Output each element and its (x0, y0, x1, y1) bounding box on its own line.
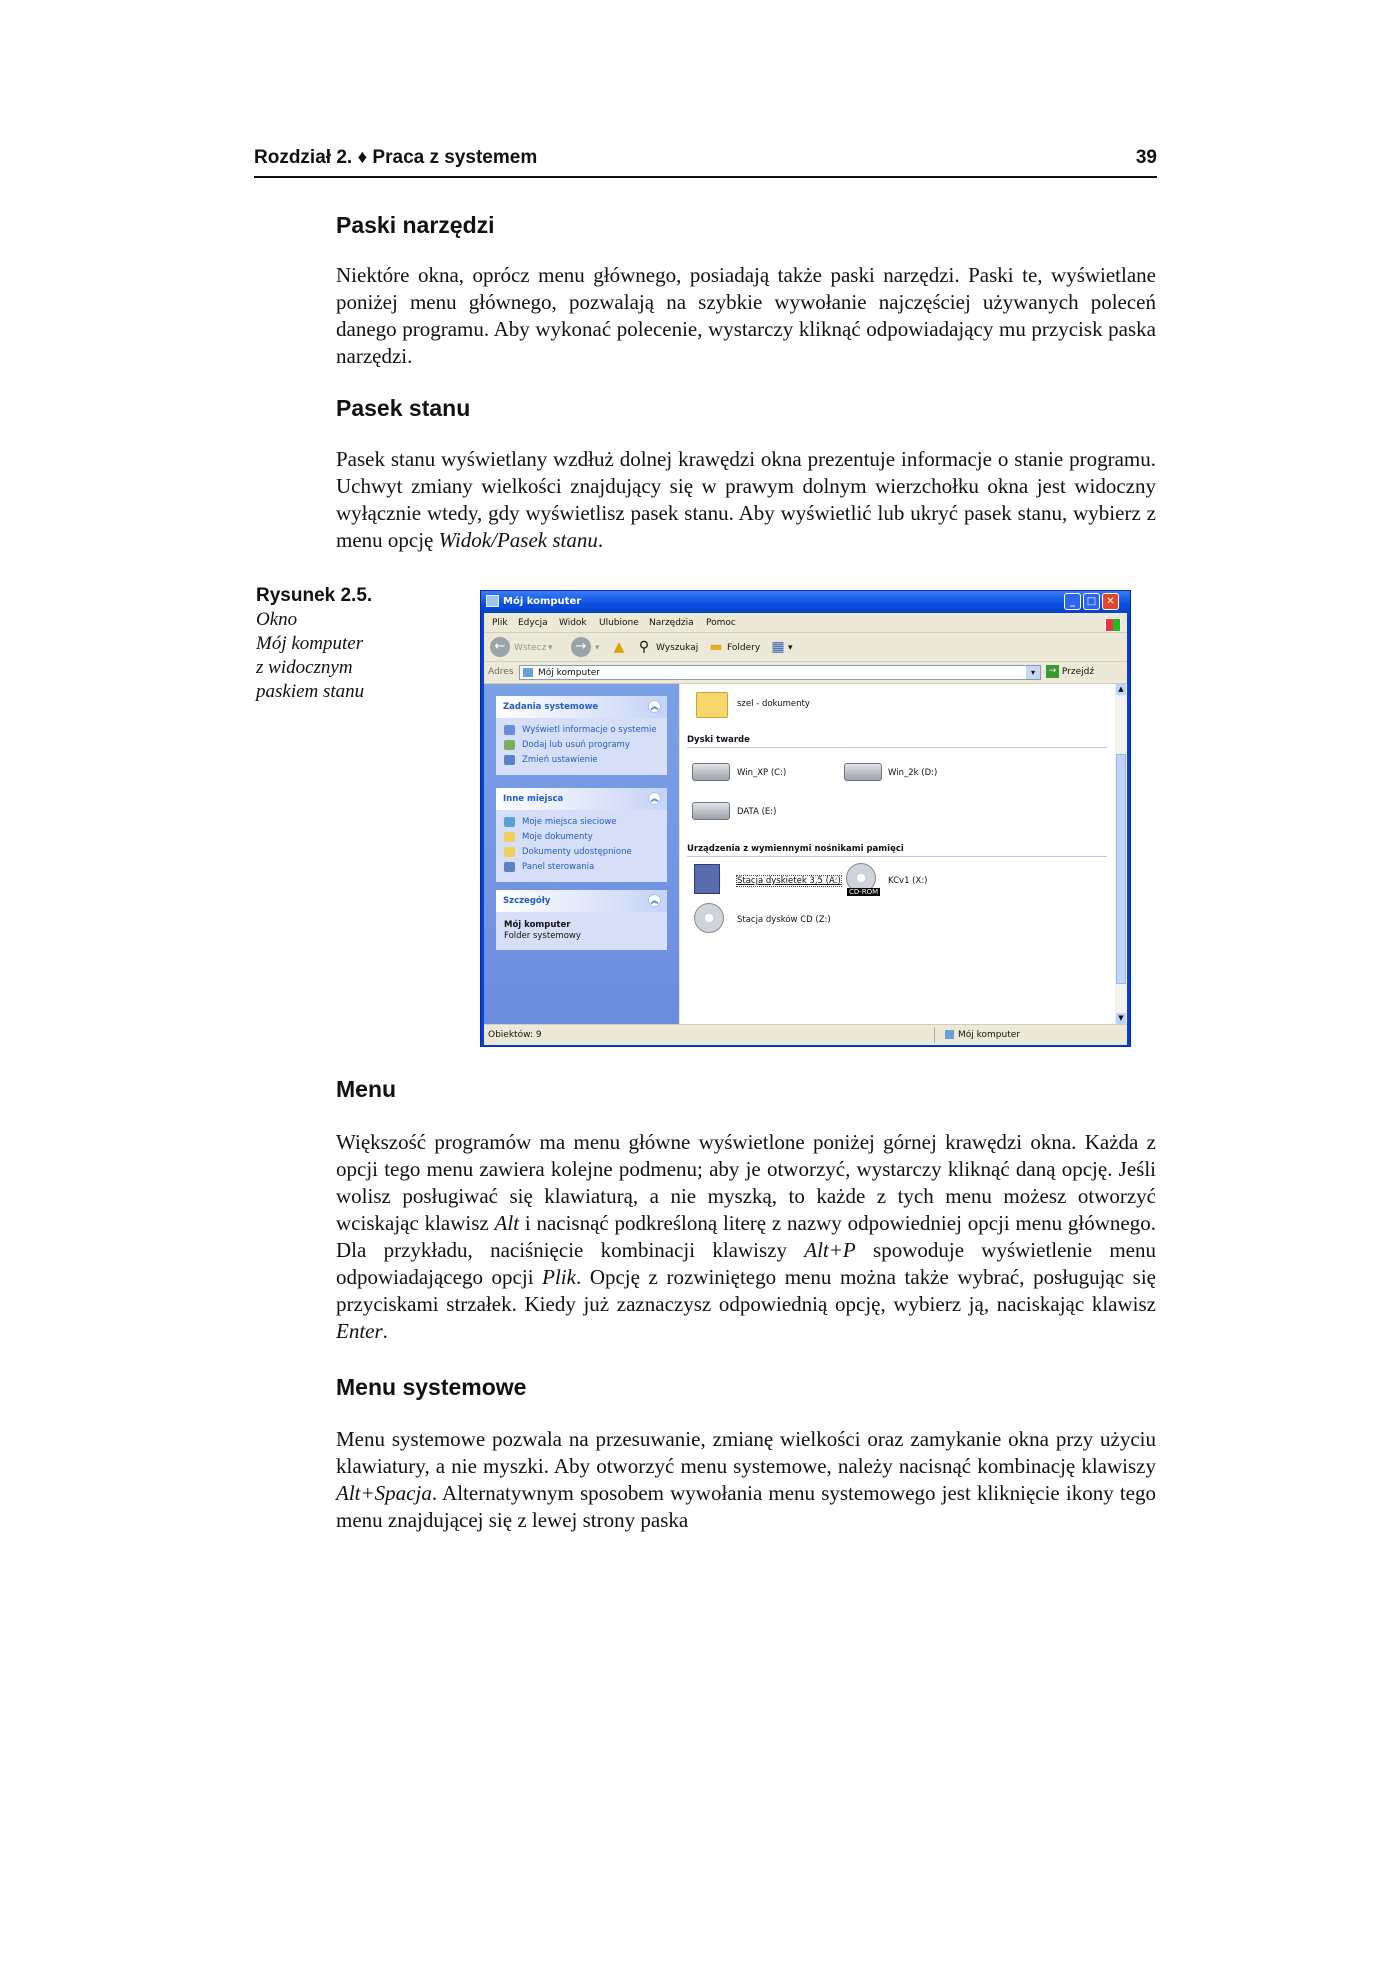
panel-header[interactable] (496, 890, 667, 912)
details-type: Folder systemowy (504, 931, 581, 941)
back-dropdown-icon[interactable]: ▾ (548, 643, 553, 653)
status-location: Mój komputer (958, 1030, 1020, 1040)
menu-item-plik[interactable]: Plik (492, 618, 508, 628)
place-my-documents[interactable]: Moje dokumenty (496, 830, 667, 845)
details-name: Mój komputer (504, 920, 571, 930)
drive-e-label[interactable]: DATA (E:) (737, 807, 777, 817)
panel-title: Szczegóły (503, 896, 551, 906)
toolbar (484, 633, 1127, 662)
paragraph-paski: Niektóre okna, oprócz menu głównego, posiadają także paski narzędzi. Paski te, wyświetlane poniżej menu głównego, pozwalają na szybkie wywołanie najczęściej używanych poleceń danego programu. Aby wykonać polecenie, wystarczy kliknąć odpowiadający mu przycisk paska narzędzi. (336, 263, 1156, 368)
control-panel-icon (504, 755, 515, 765)
cd-drive-icon[interactable] (694, 903, 724, 933)
caption-line: z widocznym (256, 657, 353, 678)
file-view (680, 684, 1115, 1024)
status-divider (934, 1027, 935, 1043)
hard-drive-icon[interactable] (692, 802, 730, 820)
caption-line: Mój komputer (256, 633, 364, 654)
hard-drive-icon[interactable] (692, 763, 730, 781)
programs-icon (504, 740, 515, 750)
chapter-title: Rozdział 2. ♦ Praca z systemem (254, 147, 538, 168)
search-icon[interactable]: ⚲ (638, 639, 650, 655)
place-shared-documents[interactable]: Dokumenty udostępnione (496, 845, 667, 860)
folders-button-label[interactable]: Foldery (727, 643, 761, 653)
panel-details (496, 890, 667, 950)
panel-system-tasks (496, 696, 667, 775)
folder-icon (504, 832, 515, 842)
task-system-info[interactable]: Wyświetl informacje o systemie (496, 723, 667, 738)
heading-menu: Menu (336, 1076, 397, 1102)
search-button-label[interactable]: Wyszukaj (656, 643, 699, 653)
window-title: Mój komputer (503, 596, 582, 607)
caption-line: Okno (256, 609, 298, 630)
forward-arrow-icon[interactable]: → (571, 637, 591, 657)
task-change-setting[interactable]: Zmień ustawienie (496, 753, 667, 768)
back-button-label[interactable]: Wstecz (514, 643, 547, 653)
section-hard-drives: Dyski twarde (687, 735, 1107, 748)
folder-icon[interactable] (696, 692, 728, 718)
menu-item-widok[interactable]: Widok (559, 618, 587, 628)
heading-menu-systemowe: Menu systemowe (336, 1374, 527, 1400)
cd-rom-badge: CD-ROM (849, 888, 879, 896)
folder-item-label[interactable]: szel - dokumenty (737, 699, 810, 709)
figure-caption (256, 584, 396, 704)
menu-bar (484, 613, 1127, 633)
menu-item-narzedzia[interactable]: Narzędzia (649, 618, 694, 628)
network-icon (504, 817, 515, 827)
collapse-icon[interactable]: ︽ (648, 700, 661, 713)
title-bar[interactable] (481, 591, 1130, 613)
windows-logo-icon (1105, 618, 1121, 632)
task-pane (484, 684, 679, 1024)
chevron-down-icon[interactable]: ▾ (1026, 666, 1040, 679)
info-icon (504, 725, 515, 735)
address-label: Adres (488, 667, 514, 677)
address-bar (484, 662, 1127, 684)
floppy-drive-icon[interactable] (694, 864, 720, 894)
address-value: Mój komputer (538, 668, 600, 678)
heading-paski: Paski narzędzi (336, 212, 495, 238)
caption-line: paskiem stanu (256, 681, 365, 702)
heading-pasek-stanu: Pasek stanu (336, 395, 471, 421)
status-object-count: Obiektów: 9 (488, 1030, 542, 1040)
place-network[interactable]: Moje miejsca sieciowe (496, 815, 667, 830)
page-number: 39 (1135, 147, 1157, 168)
cd-drive-label[interactable]: Stacja dysków CD (Z:) (737, 915, 831, 925)
panel-title: Zadania systemowe (503, 702, 599, 712)
panel-header[interactable] (496, 696, 667, 718)
views-icon[interactable]: ▦ (771, 639, 785, 655)
running-header (254, 147, 1157, 178)
panel-other-places (496, 788, 667, 882)
paragraph-pasek-stanu: Pasek stanu wyświetlany wzdłuż dolnej krawędzi okna prezentuje informacje o stanie programu. Uchwyt zmiany wielkości znajdujący się w prawym dolnym wierzchołku okna jest widoczny wyłącznie wtedy, gdy wyświetlisz pasek stanu. Aby wyświetlić lub ukryć pasek stanu, wybierz z menu opcję Widok/Pasek stanu. (336, 447, 1156, 552)
go-button[interactable] (1046, 665, 1094, 678)
kcv1-drive-label[interactable]: KCv1 (X:) (888, 876, 928, 886)
forward-dropdown-icon[interactable]: ▾ (595, 643, 600, 653)
drive-c-label[interactable]: Win_XP (C:) (737, 768, 787, 778)
back-arrow-icon[interactable]: ← (490, 637, 510, 657)
task-add-remove[interactable]: Dodaj lub usuń programy (496, 738, 667, 753)
place-control-panel[interactable]: Panel sterowania (496, 860, 667, 875)
hard-drive-icon[interactable] (844, 763, 882, 781)
drive-d-label[interactable]: Win_2k (D:) (888, 768, 938, 778)
folders-icon[interactable]: ▬ (709, 639, 723, 655)
floppy-drive-label[interactable]: Stacja dyskietek 3,5 (A:) (737, 876, 841, 886)
panel-title: Inne miejsca (503, 794, 564, 804)
computer-icon (945, 1030, 954, 1039)
go-button-label: Przejdź (1061, 667, 1095, 677)
views-dropdown-icon[interactable]: ▾ (788, 643, 793, 653)
close-button[interactable]: ✕ (1102, 593, 1119, 610)
menu-item-ulubione[interactable]: Ulubione (599, 618, 639, 628)
maximize-button[interactable]: □ (1083, 593, 1100, 610)
panel-header[interactable] (496, 788, 667, 810)
address-field[interactable] (519, 665, 1041, 680)
scroll-down-icon[interactable]: ▼ (1116, 1013, 1126, 1024)
collapse-icon[interactable]: ︽ (648, 792, 661, 805)
collapse-icon[interactable]: ︽ (648, 894, 661, 907)
section-removable: Urządzenia z wymiennymi nośnikami pamięci (687, 844, 1107, 857)
menu-item-edycja[interactable]: Edycja (518, 618, 548, 628)
go-arrow-icon: → (1046, 665, 1059, 678)
figure-label: Rysunek 2.5. (256, 585, 373, 606)
menu-item-pomoc[interactable]: Pomoc (706, 618, 736, 628)
my-computer-window (480, 590, 1131, 1047)
computer-icon (523, 668, 533, 677)
computer-icon[interactable] (486, 595, 499, 607)
minimize-button[interactable]: _ (1064, 593, 1081, 610)
status-bar (484, 1024, 1127, 1045)
control-panel-icon (504, 862, 515, 872)
vertical-scrollbar[interactable] (1115, 684, 1127, 1024)
scroll-up-icon[interactable]: ▲ (1116, 684, 1126, 695)
paragraph-menu: Większość programów ma menu główne wyświetlone poniżej górnej krawędzi okna. Każda z opcji tego menu zawiera kolejne podmenu; aby je otworzyć, wystarczy kliknąć daną opcję. Jeśli wolisz posługiwać się klawiaturą, a nie myszką, to każde z tych menu możesz otworzyć wciskając klawisz Alt i nacisnąć podkreśloną literę z nazwy odpowiedniej opcji menu głównego. Dla przykładu, naciśnięcie kombinacji klawiszy Alt+P spowoduje wyświetlenie menu odpowiadającego opcji Plik. Opcję z rozwiniętego menu można także wybrać, posługując się przyciskami strzałek. Kiedy już zaznaczysz odpowiednią opcję, wybierz ją, naciskając klawisz Enter. (336, 1130, 1157, 1343)
folder-icon (504, 847, 515, 857)
paragraph-menu-systemowe: Menu systemowe pozwala na przesuwanie, zmianę wielkości oraz zamykanie okna przy użyciu klawiatury, a nie myszki. Aby otworzyć menu systemowe, należy nacisnąć kombinację klawiszy Alt+Spacja. Alternatywnym sposobem wywołania menu systemowego jest kliknięcie ikony tego menu znajdującej się z lewej strony paska (336, 1427, 1156, 1532)
scroll-thumb[interactable] (1116, 754, 1126, 984)
folder-up-icon[interactable]: ▲ (613, 639, 625, 655)
